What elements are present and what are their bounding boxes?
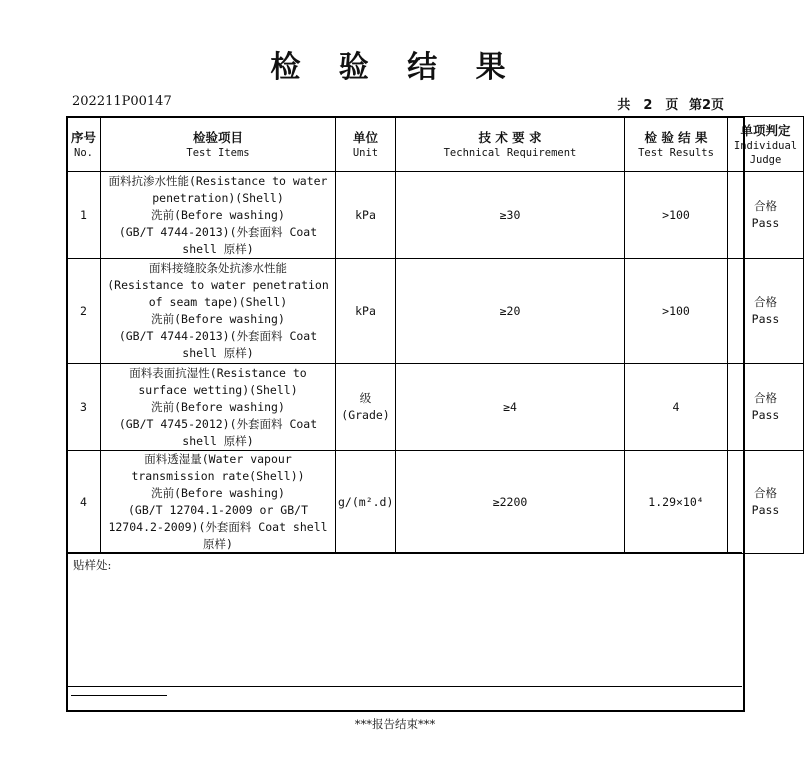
row-result: >100 [625, 259, 728, 364]
row-test-item: 面料抗渗水性能(Resistance to water penetration)(Shell) 洗前(Before washing) (GB/T 4744-2013)(外套面料 Coat shell 原样) [101, 172, 336, 259]
row-requirement: ≥2200 [396, 451, 625, 554]
row-requirement: ≥4 [396, 364, 625, 451]
row-unit: kPa [336, 172, 396, 259]
footer-divider [71, 695, 167, 696]
report-number: 202211P00147 [72, 94, 172, 109]
header-requirement: 技 术 要 求 Technical Requirement [396, 117, 625, 172]
row-judge: 合格 Pass [728, 451, 804, 554]
row-no: 3 [67, 364, 101, 451]
row-test-item: 面料透湿量(Water vapour transmission rate(Shell)) 洗前(Before washing) (GB/T 12704.1-2009 or GB/T 12704.2-2009)(外套面料 Coat shell 原样) [101, 451, 336, 554]
row-no: 1 [67, 172, 101, 259]
row-unit: 级 (Grade) [336, 364, 396, 451]
row-unit: g/(m².d) [336, 451, 396, 554]
row-requirement: ≥30 [396, 172, 625, 259]
report-end-mark: ***报告结束*** [354, 717, 436, 731]
table-header-row [67, 117, 804, 172]
table-row [67, 172, 804, 259]
header-judge: 单项判定 Individual Judge [728, 117, 804, 172]
row-result: 1.29×10⁴ [625, 451, 728, 554]
row-unit: kPa [336, 259, 396, 364]
row-judge: 合格 Pass [728, 172, 804, 259]
table-row [67, 364, 804, 451]
row-judge: 合格 Pass [728, 259, 804, 364]
row-no: 4 [67, 451, 101, 554]
page-current: 第2页 [688, 98, 724, 113]
row-test-item: 面料表面抗湿性(Resistance to surface wetting)(Shell) 洗前(Before washing) (GB/T 4745-2012)(外套面料 Coat shell 原样) [101, 364, 336, 451]
row-result: 4 [625, 364, 728, 451]
row-test-item: 面料接缝胶条处抗渗水性能 (Resistance to water penetration of seam tape)(Shell) 洗前(Before washing) (GB/T 4744-2013)(外套面料 Coat shell 原样) [101, 259, 336, 364]
row-requirement: ≥20 [396, 259, 625, 364]
page-info [611, 94, 724, 113]
report-title: 检 验 结 果 [270, 50, 520, 85]
row-result: >100 [625, 172, 728, 259]
table-row [67, 259, 804, 364]
header-test-items: 检验项目 Test Items [101, 117, 336, 172]
results-table [66, 116, 804, 554]
page-total: 共 2 页 [617, 98, 679, 113]
sample-attachment-label: 贴样处: [73, 558, 112, 572]
header-unit: 单位 Unit [336, 117, 396, 172]
sample-attachment-area [67, 552, 742, 688]
header-no: 序号 No. [67, 117, 101, 172]
row-judge: 合格 Pass [728, 364, 804, 451]
row-no: 2 [67, 259, 101, 364]
header-results: 检 验 结 果 Test Results [625, 117, 728, 172]
footer-band [67, 686, 742, 709]
table-row [67, 451, 804, 554]
